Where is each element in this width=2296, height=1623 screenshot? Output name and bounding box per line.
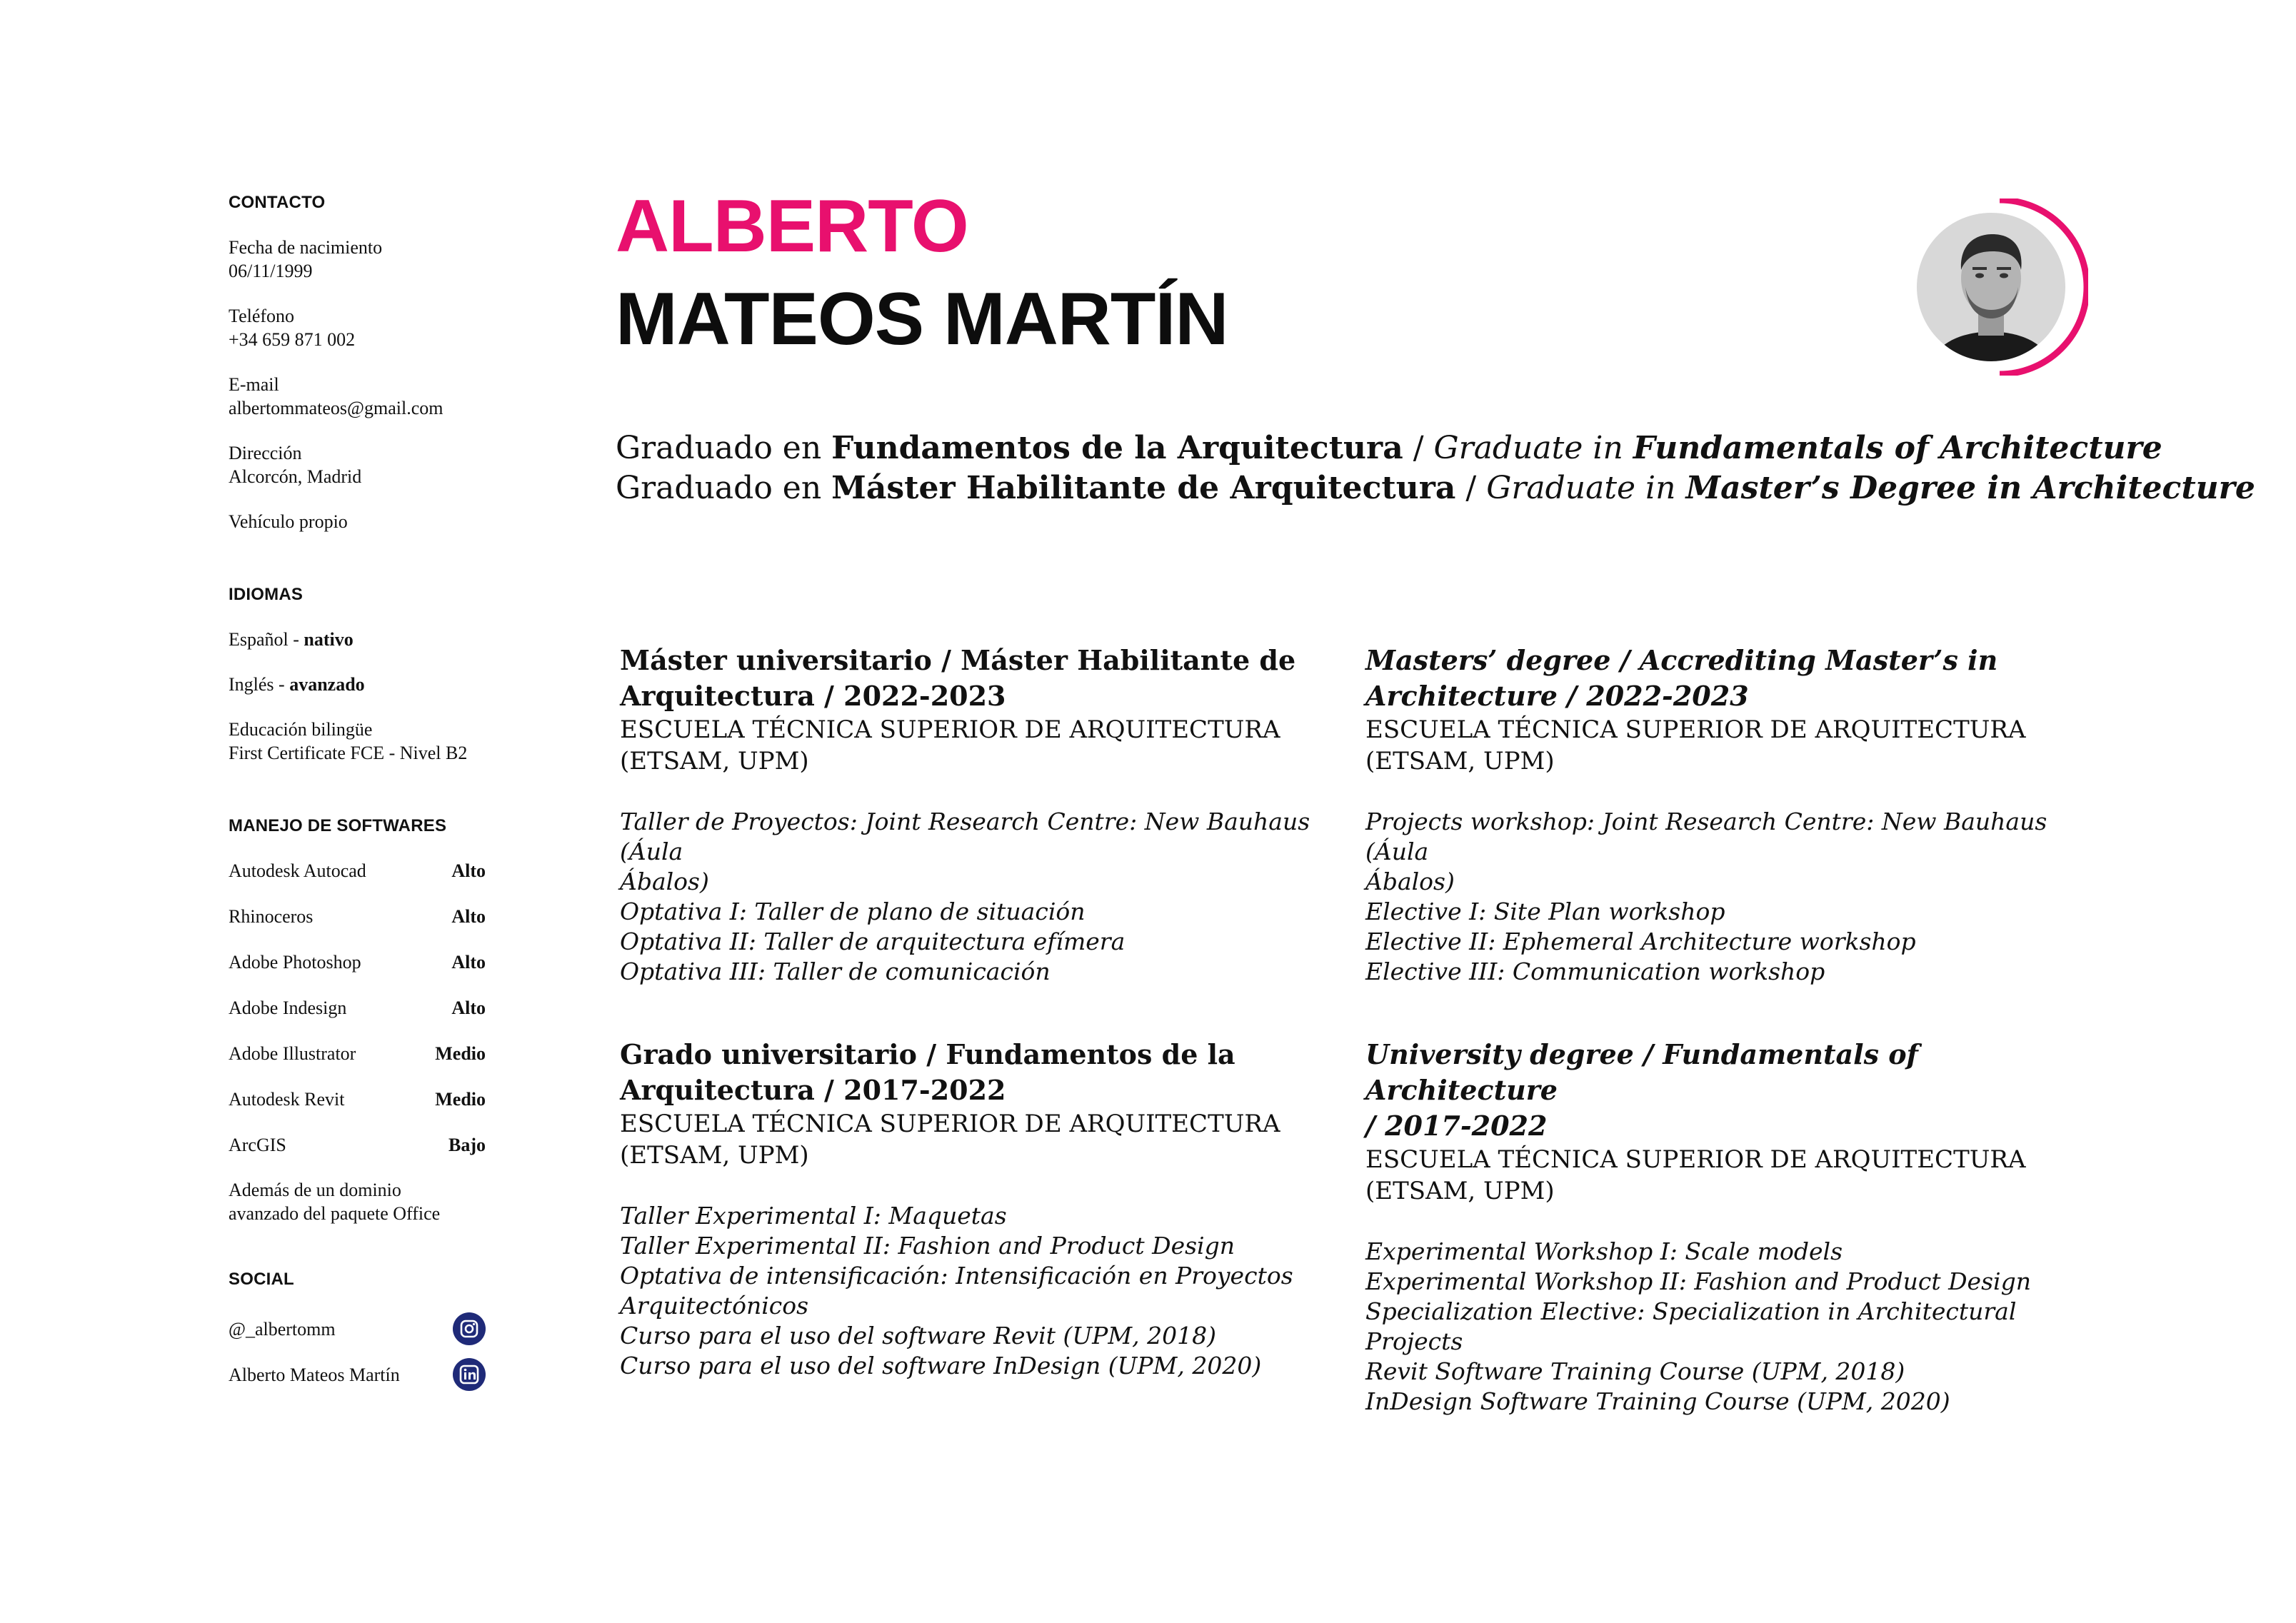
language-item xyxy=(229,628,486,651)
education-grado-es xyxy=(620,1037,1320,1381)
language-name: Inglés - xyxy=(229,674,290,695)
software-row xyxy=(229,859,486,883)
contact-email xyxy=(229,373,486,420)
degrees-summary xyxy=(616,428,2255,508)
course-item: Revit Software Training Course (UPM, 2018) xyxy=(1365,1357,1905,1385)
contact-birthdate xyxy=(229,236,486,283)
language-item xyxy=(229,673,486,696)
software-row xyxy=(229,1133,486,1157)
degree-en-title: Master’s Degree in Architecture xyxy=(1685,470,2255,506)
education-title: Arquitectura / 2017-2022 xyxy=(620,1074,1006,1106)
degree-es-prefix: Graduado en xyxy=(616,430,832,466)
course-item: Taller de Proyectos: Joint Research Centre: New Bauhaus (Áula xyxy=(620,808,1310,865)
degree-en-title: Fundamentals of Architecture xyxy=(1633,430,2162,466)
software-name: ArcGIS xyxy=(229,1135,286,1155)
languages-heading: IDIOMAS xyxy=(229,585,304,604)
software-level: Alto xyxy=(451,860,486,881)
bilingual-education xyxy=(229,718,486,765)
course-item: Ábalos) xyxy=(1365,868,1455,895)
course-item: Elective III: Communication workshop xyxy=(1365,958,1825,985)
education-title: Architecture / 2022-2023 xyxy=(1365,680,1749,712)
education-title: Grado universitario / Fundamentos de la xyxy=(620,1038,1235,1070)
contact-vehicle xyxy=(229,510,486,533)
software-name: Autodesk Revit xyxy=(229,1089,345,1110)
course-item: Elective II: Ephemeral Architecture workshop xyxy=(1365,928,1916,955)
course-item: Projects workshop: Joint Research Centre: New Bauhaus (Áula xyxy=(1365,808,2047,865)
course-list xyxy=(620,1201,1320,1381)
avatar xyxy=(1911,199,2088,376)
software-row xyxy=(229,905,486,928)
education-school: (ETSAM, UPM) xyxy=(620,747,809,775)
contact-value: +34 659 871 002 xyxy=(229,329,356,350)
course-item: Specialization Elective: Specialization in Architectural xyxy=(1365,1297,2017,1325)
education-school: ESCUELA TÉCNICA SUPERIOR DE ARQUITECTURA xyxy=(1365,715,2026,744)
degree-separator: / xyxy=(1403,430,1434,466)
software-name: Adobe Illustrator xyxy=(229,1043,356,1064)
sidebar xyxy=(229,193,486,1392)
contact-value: Alcorcón, Madrid xyxy=(229,466,362,487)
course-item: Curso para el uso del software Revit (UPM, 2018) xyxy=(620,1322,1216,1350)
software-level: Medio xyxy=(435,1089,486,1110)
education-school: ESCUELA TÉCNICA SUPERIOR DE ARQUITECTURA xyxy=(620,1110,1280,1138)
course-item: Ábalos) xyxy=(620,868,709,895)
vehicle-text: Vehículo propio xyxy=(229,511,348,532)
education-school: (ETSAM, UPM) xyxy=(1365,1177,1555,1205)
course-list xyxy=(1365,1237,2065,1417)
software-level: Bajo xyxy=(448,1135,486,1155)
software-name: Rhinoceros xyxy=(229,906,314,927)
education-title: Máster universitario / Máster Habilitante de xyxy=(620,644,1296,676)
social-heading: SOCIAL xyxy=(229,1270,294,1289)
contact-value: albertommateos@gmail.com xyxy=(229,398,443,418)
course-item: Optativa III: Taller de comunicación xyxy=(620,958,1051,985)
bilingual-line: Educación bilingüe xyxy=(229,719,373,740)
language-level: nativo xyxy=(304,629,354,650)
linkedin-icon[interactable] xyxy=(453,1358,486,1391)
course-list xyxy=(620,807,1320,987)
software-level: Alto xyxy=(451,952,486,973)
contact-label: E-mail xyxy=(229,374,279,395)
course-item: InDesign Software Training Course (UPM, 2020) xyxy=(1365,1387,1950,1415)
degree-line xyxy=(616,468,2255,508)
course-item: Taller Experimental II: Fashion and Product Design xyxy=(620,1232,1235,1260)
software-row xyxy=(229,996,486,1020)
education-school: (ETSAM, UPM) xyxy=(620,1141,809,1170)
degree-es-title: Fundamentos de la Arquitectura xyxy=(831,430,1403,466)
course-item: Projects xyxy=(1365,1327,1463,1355)
contact-label: Dirección xyxy=(229,443,302,463)
education-school: ESCUELA TÉCNICA SUPERIOR DE ARQUITECTURA xyxy=(1365,1145,2026,1174)
course-item: Optativa I: Taller de plano de situación xyxy=(620,898,1086,925)
contact-phone xyxy=(229,304,486,351)
software-level: Alto xyxy=(451,998,486,1018)
education-title: / 2017-2022 xyxy=(1365,1110,1548,1142)
education-grado-en xyxy=(1365,1037,2065,1417)
education-school: (ETSAM, UPM) xyxy=(1365,747,1555,775)
contact-label: Fecha de nacimiento xyxy=(229,237,383,258)
education-title: University degree / Fundamentals of Architecture xyxy=(1365,1038,1918,1106)
degree-separator: / xyxy=(1455,470,1487,506)
education-title: Masters’ degree / Accrediting Master’s in xyxy=(1365,644,1998,676)
linkedin-handle[interactable]: Alberto Mateos Martín xyxy=(229,1364,400,1385)
instagram-handle[interactable]: @_albertomm xyxy=(229,1318,336,1340)
office-line: Además de un dominio xyxy=(229,1180,401,1200)
software-level: Alto xyxy=(451,906,486,927)
degree-line xyxy=(616,428,2230,468)
instagram-icon[interactable] xyxy=(453,1312,486,1345)
language-level: avanzado xyxy=(289,674,365,695)
education-master-es xyxy=(620,643,1320,987)
course-item: Experimental Workshop I: Scale models xyxy=(1365,1237,1843,1265)
software-name: Adobe Indesign xyxy=(229,998,347,1018)
software-row xyxy=(229,950,486,974)
social-instagram[interactable] xyxy=(229,1311,486,1347)
office-line: avanzado del paquete Office xyxy=(229,1203,441,1224)
education-school: ESCUELA TÉCNICA SUPERIOR DE ARQUITECTURA xyxy=(620,715,1280,744)
software-name: Adobe Photoshop xyxy=(229,952,361,973)
degree-es-prefix: Graduado en xyxy=(616,470,832,506)
degree-en-prefix: Graduate in xyxy=(1433,430,1633,466)
course-item: Experimental Workshop II: Fashion and Product Design xyxy=(1365,1267,2031,1295)
education-title: Arquitectura / 2022-2023 xyxy=(620,680,1006,712)
software-row xyxy=(229,1042,486,1065)
software-row xyxy=(229,1087,486,1111)
course-item: Arquitectónicos xyxy=(620,1292,809,1320)
course-list xyxy=(1365,807,2065,987)
social-linkedin[interactable] xyxy=(229,1357,486,1392)
office-note xyxy=(229,1178,486,1225)
degree-es-title: Máster Habilitante de Arquitectura xyxy=(831,470,1456,506)
software-heading: MANEJO DE SOFTWARES xyxy=(229,816,447,835)
education-master-en xyxy=(1365,643,2065,987)
contact-heading: CONTACTO xyxy=(229,193,326,212)
course-item: Curso para el uso del software InDesign (UPM, 2020) xyxy=(620,1352,1262,1380)
last-name: MATEOS MARTÍN xyxy=(616,278,1228,361)
course-item: Optativa de intensificación: Intensificación en Proyectos xyxy=(620,1262,1293,1290)
contact-value: 06/11/1999 xyxy=(229,261,313,281)
software-level: Medio xyxy=(435,1043,486,1064)
profile-photo xyxy=(1911,199,2088,376)
course-item: Taller Experimental I: Maquetas xyxy=(620,1202,1007,1230)
degree-en-prefix: Graduate in xyxy=(1486,470,1686,506)
course-item: Elective I: Site Plan workshop xyxy=(1365,898,1725,925)
course-item: Optativa II: Taller de arquitectura efímera xyxy=(620,928,1126,955)
contact-label: Teléfono xyxy=(229,306,295,326)
contact-address xyxy=(229,441,486,488)
certificate-line: First Certificate FCE - Nivel B2 xyxy=(229,743,468,763)
language-name: Español - xyxy=(229,629,304,650)
software-name: Autodesk Autocad xyxy=(229,860,366,881)
first-name: ALBERTO xyxy=(616,185,968,268)
